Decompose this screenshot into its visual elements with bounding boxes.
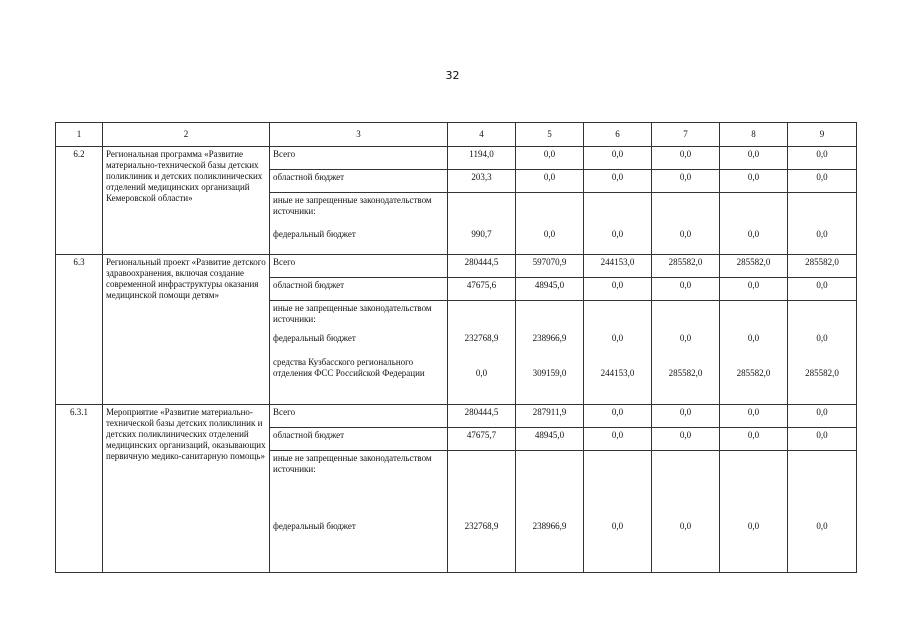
value-cell: 287911,9 [516,405,584,428]
value-cell [652,451,720,573]
value-cell: 0,0 [584,147,652,170]
value: 285582,0 [805,368,839,378]
source-label: областной бюджет [270,278,448,301]
value-cell: 0,0 [788,278,857,301]
value-cell: 1194,0 [448,147,516,170]
value-cell [584,451,652,573]
value: 238966,9 [532,333,567,343]
value-cell: 0,0 [720,278,788,301]
value-cell [516,301,584,405]
table-row [56,255,857,278]
header-cell: 7 [652,123,720,147]
value: 232768,9 [464,521,499,531]
value-cell: 47675,6 [448,278,516,301]
value-cell: 0,0 [788,405,857,428]
value-cell: 0,0 [788,428,857,451]
value: 0,0 [747,229,760,239]
value-cell: 285582,0 [652,255,720,278]
row-name: Региональный проект «Развитие детского здравоохранения, включая создание современной инфраструктуры оказания медицинской помощи детям» [103,255,270,405]
value-cell [584,193,652,255]
other-sources-label: иные не запрещенные законодательством источники: [273,195,432,216]
value: 0,0 [611,521,624,531]
header-row [56,123,857,147]
value-cell [720,301,788,405]
source-label [270,193,448,255]
other-sources-label: иные не запрещенные законодательством источники: [273,303,432,324]
value-cell: 280444,5 [448,255,516,278]
value-cell: 203,3 [448,170,516,193]
value-cell [788,301,857,405]
budget-table [55,122,857,573]
value-cell [516,193,584,255]
page-number: 32 [445,69,460,82]
value-cell [448,193,516,255]
value-cell: 0,0 [720,428,788,451]
header-cell: 3 [270,123,448,147]
row-name: Региональная программа «Развитие материально-технической базы детских поликлиник и детских поликлинических отделений медицинских организаций Кемеровской области» [103,147,270,255]
row-name: Мероприятие «Развитие материально-технической базы детских поликлиник и детских поликлинических отделений медицинских организаций, оказывающих первичную медико-санитарную помощь» [103,405,270,573]
value: 0,0 [816,521,828,531]
value: 0,0 [747,521,760,531]
value-cell: 285582,0 [788,255,857,278]
value: 0,0 [816,333,828,343]
value-cell [584,301,652,405]
value-cell: 0,0 [584,278,652,301]
row-number: 6.3 [56,255,103,405]
value: 0,0 [747,333,760,343]
value-cell: 0,0 [652,147,720,170]
table-row [56,405,857,428]
source-label [270,451,448,573]
value-cell: 48945,0 [516,428,584,451]
other-sources-label: иные не запрещенные законодательством источники: [273,453,432,474]
header-cell: 8 [720,123,788,147]
value: 244153,0 [600,368,635,378]
header-cell: 1 [56,123,103,147]
fss-label: средства Кузбасского регионального отделения ФСС Российской Федерации [273,357,425,378]
source-label: Всего [270,147,448,170]
value: 0,0 [816,229,828,239]
value: 285582,0 [736,368,771,378]
value: 0,0 [543,229,556,239]
value: 0,0 [679,229,692,239]
federal-budget-label: федеральный бюджет [273,333,356,343]
value-cell [720,451,788,573]
value-cell: 597070,9 [516,255,584,278]
value-cell [720,193,788,255]
value-cell: 244153,0 [584,255,652,278]
federal-budget-label: федеральный бюджет [273,229,356,239]
value: 0,0 [611,333,624,343]
source-label: Всего [270,405,448,428]
value-cell: 0,0 [720,170,788,193]
value-cell: 285582,0 [720,255,788,278]
value-cell: 0,0 [720,147,788,170]
source-label: областной бюджет [270,170,448,193]
value-cell: 48945,0 [516,278,584,301]
value-cell [788,193,857,255]
value: 0,0 [475,368,488,378]
value-cell: 0,0 [584,170,652,193]
row-number: 6.2 [56,147,103,255]
value-cell: 0,0 [652,170,720,193]
value-cell [448,301,516,405]
source-label: Всего [270,255,448,278]
value: 0,0 [679,521,692,531]
value: 285582,0 [668,368,703,378]
value-cell: 0,0 [516,147,584,170]
value-cell: 0,0 [788,170,857,193]
value-cell [788,451,857,573]
row-number: 6.3.1 [56,405,103,573]
value-cell: 0,0 [788,147,857,170]
value: 238966,9 [532,521,567,531]
value-cell: 0,0 [652,428,720,451]
value-cell: 0,0 [516,170,584,193]
value-cell [652,301,720,405]
value-cell: 280444,5 [448,405,516,428]
value-cell: 0,0 [584,405,652,428]
value-cell [448,451,516,573]
header-cell: 4 [448,123,516,147]
source-label: областной бюджет [270,428,448,451]
value-cell: 0,0 [720,405,788,428]
value: 0,0 [679,333,692,343]
value: 990,7 [471,229,492,239]
source-label [270,301,448,405]
value-cell: 47675,7 [448,428,516,451]
value-cell: 0,0 [652,405,720,428]
value-cell [516,451,584,573]
federal-budget-label: федеральный бюджет [273,521,356,531]
value-cell [652,193,720,255]
table-row [56,147,857,170]
value-cell: 0,0 [584,428,652,451]
header-cell: 9 [788,123,857,147]
value: 232768,9 [464,333,499,343]
header-cell: 2 [103,123,270,147]
value-cell: 0,0 [652,278,720,301]
header-cell: 5 [516,123,584,147]
header-cell: 6 [584,123,652,147]
value: 0,0 [611,229,624,239]
value: 309159,0 [532,368,567,378]
